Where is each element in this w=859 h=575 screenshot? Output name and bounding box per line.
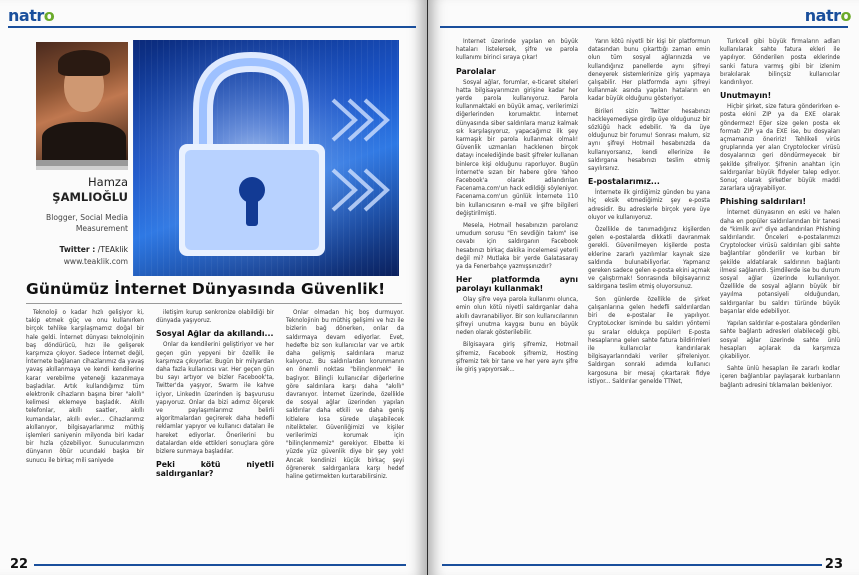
- section-heading: Her platformda aynı parolayı kullanmak!: [456, 275, 578, 294]
- body-paragraph: Mesela, Hotmail hesabınızın parolanız umudum sorusu "En sevdiğin takım" ise cevabı için saldırganın Facebook hesabınızı birkaç dakika incelemesi yeterli değil mi? Mutlaka bir yerde Galatasaray ya da Fenerbahçe yazmışsınızdır?: [456, 223, 578, 271]
- author-twitter: [20, 245, 128, 254]
- left-page: [0, 0, 427, 575]
- bottom-rule-right: [442, 564, 822, 566]
- body-paragraph: İnternete ilk girdiğimiz günden bu yana hiç eksik etmediğimiz şey e-posta adresidir. Bu adreslerle birçok yere üye oluyor ve kullanıyoruz.: [588, 190, 710, 221]
- section-heading: E-postalarımız...: [588, 177, 660, 187]
- article-headline: Günümüz İnternet Dünyasında Güvenlik!: [26, 280, 386, 298]
- page-number-right: 23: [824, 557, 843, 572]
- twitter-label: Twitter :: [59, 245, 96, 254]
- left-column-1: [26, 309, 144, 555]
- author-last-name: ŞAMLIOĞLU: [52, 190, 128, 204]
- padlock-hero-image: [133, 40, 399, 276]
- body-paragraph: Olay şifre veya parola kullanımı olunca, emin olun kötü niyetli saldırganlar daha akıllı davranabiliyor. Bir son kullanıcılarının şifreyi unutma kaygısı bunu en büyük neden olarak gösterilebilir.: [456, 297, 578, 337]
- top-rule-left: [8, 26, 416, 28]
- section-heading: Unutmayın!: [720, 91, 772, 101]
- left-column-2: [156, 309, 274, 555]
- photo-bar-light: [36, 166, 128, 170]
- top-rule-right: [440, 26, 848, 28]
- natro-logo-right: natro: [804, 6, 851, 25]
- section-heading: Parolalar: [456, 66, 496, 76]
- bottom-rule-left: [34, 564, 406, 566]
- body-paragraph: Sahte ünlü hesapları ile zararlı kodlar içeren bağlantılar paylaşarak kurbanların bağlantı adresini tıklamaları bekleniyor.: [720, 366, 840, 389]
- body-paragraph: Turkcell gibi büyük firmaların adları kullanılarak sahte fatura ekleri ile yapılıyor. Gönderilen posta eklerinde sanki fatura varmış gibi bir izlenim bırakılarak bilinçsiz kullanıcılar kandırılıyor.: [720, 39, 840, 87]
- page-number-left: 22: [10, 557, 29, 572]
- body-paragraph: Bilgisayara giriş şifremiz, Hotmail şifremiz, Facebook şifremiz, Hosting şifremiz tek bir tane ve her yere aynı şifre ile giriş yapıyorsak...: [456, 342, 578, 373]
- twitter-handle: /TEAklik: [97, 245, 128, 254]
- body-paragraph: Sosyal ağlar, forumlar, e-ticaret siteleri hatta bilgisayarımızın girişine kadar her yerde parola kullanıyoruz. Parola kullanmaktaki en büyük amaç, verilerimizi diğerlerinden korumaktır. İnternet dünyasında siber saldırılara maruz kalmak sık karşılaşıyoruz, yapacağımız ilk şey karmaşık bir parola kullanmak olmalı! Güvenlik uzmanları hacklenen birçok datayı incelediğinde basit şifreler kullanan binlerce kişi olduğunu raporluyor. Bugün İnternet'e sızan bir habere göre Yahoo Facebook'a olarak adlandırılan Facenama.com'un hack edildiği söyleniyor. Facenama.com'un günlük İnternete 110 bin kullanıcısının e-mail ve şifre bilgileri değiştirilmişti.: [456, 79, 578, 217]
- author-photo: [36, 42, 128, 160]
- section-heading: Peki kötü niyetli saldırganlar?: [156, 460, 274, 479]
- left-column-3: [286, 309, 404, 555]
- author-first-name: Hamza: [88, 175, 128, 189]
- right-column-1: [456, 38, 578, 556]
- body-paragraph: Özellikle de tanımadığınız kişilerden gelen e-postalarda dikkatli davranmak gerekli. Güvenilmeyen kişilerde posta eklerine zararlı yazılımlar kaynak size saldırıda bulunabiliyorlar. Yapmanız gereken sadece gelen e-posta ekini açmak ve çalıştırmak! Sonrasında bilgisayarınız saldırgana teslim etmiş oluyorsunuz.: [588, 227, 710, 291]
- body-paragraph: Hiçbir şirket, size fatura gönderirken e-posta ekini ZIP ya da EXE olarak göndermez! Eğer size gelen posta ek formatı ZIP ya da EXE ise, bu dosyaları açmamanızı öneririz! Tehlikeli virüs gruplarında yer alan Cryptolocker virüsü dosyalarınızı geri döndürmeyecek bir şekilde şifreliyor. Şifrenin anahtarı için saldırganlar büyük fidyeler talep ediyor. Sonuç olarak şirketler büyük maddi zararlara uğrayabiliyor.: [720, 104, 840, 193]
- section-heading: Phishing saldırıları!: [720, 197, 807, 207]
- right-column-2: [588, 38, 710, 556]
- natro-logo-left: natro: [8, 6, 55, 25]
- author-website: www.teaklik.com: [63, 257, 128, 266]
- body-paragraph: Onlar da kendilerini geliştiriyor ve her geçen gün yepyeni bir özellik ile karşımıza çıkıyorlar. Bugün bir milyardan daha fazla kullanıcısı var. Her geçen gün bu sayı artıyor ve bizler Facebook'ta, Twitter'da yaşıyor, Swarm ile kahve içiyor, LinkedIn üzerinden iş başvurusu yapıyoruz. Onlar da bizi adımız ölçerek ve paylaşımlarımız belirli algoritmalardan geçirerek daha hedefli reklamlar yapıyor ve kullanıcı dataları ile hareket ediyorlar. Önerilerini bu datalardan elde ettikleri sonuçlara göre bizlere sunmaya başladılar.: [156, 342, 274, 456]
- padlock-icon: [133, 40, 399, 276]
- body-paragraph: İnternet dünyasının en eski ve halen daha en popüler saldırılarından bir tanesi de "kimlik avı" diye adlandırılan Phishing saldırılarıdır. Önceleri e-postalarımızı Cryptolocker virüsü saldırıları gibi sahte bağlantılar gönderilir ve kurban bir şekilde aldatılarak saldırının bağlantı ilmesi sağlanırdı. Şimdilerde ise bu durum sosyal ağlar üzerinde kullanılıyor. Özellikle de sosyal ağların büyük bir yayılma potansiyeli olduğundan, saldırganlar bu saldırı türünde büyük başarılar elde edebiliyor.: [720, 210, 840, 315]
- headline-rule: [26, 303, 402, 304]
- body-paragraph: Teknoloji o kadar hızlı gelişiyor ki, takip etmek güç ve onu kullanırken birçok tehlike karşılaşmamız doğal bir hale geldi. İnternet dünyası teknolojinin baş döndürücü, hızı ile gelişerek karşımıza çıkıyor. Sadece İnternet değil, İnternete bağlanan cihazlarımız da yavaş yavaş akıllanmaya ve kendi kendilerine karar verebilme yeteneği kazanmaya başladılar. Artık kullandığımız tüm elektronik cihazların başına birer "akıllı" kelimesi eklemeye başladık. Akıllı telefonlar, akıllı saatler, akıllı kumandalar, akıllı evler... Cihazlarımız akıllanıyor, bilgisayarlarımız müthiş işlemleri saniyenin milyonda biri kadar bir hızla çözebiliyor. Sunucularımızın dünyanın öbür ucundaki başka bir sunucu ile birkaç mili saniyede: [26, 310, 144, 464]
- author-role: Blogger, Social Media Measurement: [46, 213, 128, 233]
- body-paragraph: Son günlerde özellikle de şirket çalışanlarına gelen hedefli saldırılardan biri de e-postalar ile yapılıyor. CryptoLocker isminde bu saldırı yöntemi şu sıralar oldukça popüler! E-posta hesaplarına gelen sahte fatura bildirimleri ile kullanıcılar kandırılarak bilgisayarlarındaki veriler şifreleniyor. Saldırgan sonraki adımda kullanıcı kargosuna bir mesaj çıkartarak fidye istiyor... Saldırılar genelde TTNet,: [588, 296, 710, 385]
- body-paragraph: Onlar olmadan hiç boş durmuyor. Teknolojinin bu müthiş gelişimi ve hızı ile bizlerin bağ dönerken, onlar da saldırmaya devam ediyorlar. Evet, hedefte biz son kullanıcılar var ve artık daha gelişmiş saldırılara maruz kalıyoruz. Bu saldırılardan korunmanın en önemli noktası "bilinçlenmek" ile başlıyor. Bilinçli kullanıcılar diğerlerine göre saldırılara karşı daha "akıllı" davranıyor. İnternet üzerinde, özellikle de sosyal ağlar üzerinden yapılan saldırılar daha etkili ve daha geniş kitlelere kısa sürede ulaşabilecek nitelikteler. Güvenliğimizi ve kişiler verilerimizi korumak için "bilinçlenmemiz" gerekiyor. Elbette ki yüzde yüz güvenlik diye bir şey yok! Ancak kendinizi küçük birkaç şeyi öğrenerek saldırganlara karşı hedef haline getirmekten kurtarabilirsiniz.: [286, 310, 404, 481]
- body-paragraph: Birileri sizin Twitter hesabınızı hackleyemediyse girdip üye olduğunuz bir sözlüğü hack edebilir. Ya da üye olduğunuz bir forumu! Sonrası malum, siz aynı şifreyi Hotmail hesabınızda da kullanıyorsanız, kendi ellerinize ile saldırgana hesabınızı teslim etmiş sayılırsınız.: [588, 108, 710, 173]
- section-heading: Sosyal Ağlar da akıllandı...: [156, 329, 274, 339]
- right-page: [428, 0, 859, 575]
- body-paragraph: Yapılan saldırılar e-postalara gönderilen sahte bağlantı adresleri olabileceği gibi, sosyal ağlar üzerinde sahte ünlü hesapları açılarak da karşımıza çıkabiliyor.: [720, 321, 840, 360]
- body-paragraph: İnternet üzerinde yapılan en büyük hataları listelersek, şifre ve parola kullanımı birinci sıraya çıkar!: [456, 39, 578, 62]
- body-paragraph: iletişim kurup senkronize olabildiği bir dünyada yaşıyoruz.: [156, 310, 274, 325]
- body-paragraph: Yarın kötü niyetli bir kişi bir platformun datasından bunu çıkarttığı zaman emin olun tüm sosyal ağlarınızda ve kullandığınız panellerde aynı şifreyi deneyerek sistemlerinize giriş yapmaya çalışabilir. Her platformda aynı şifreyi kullanmak asında yapılan hataların en kadar büyük olduğunu gösteriyor.: [588, 39, 710, 103]
- right-column-3: [720, 38, 840, 556]
